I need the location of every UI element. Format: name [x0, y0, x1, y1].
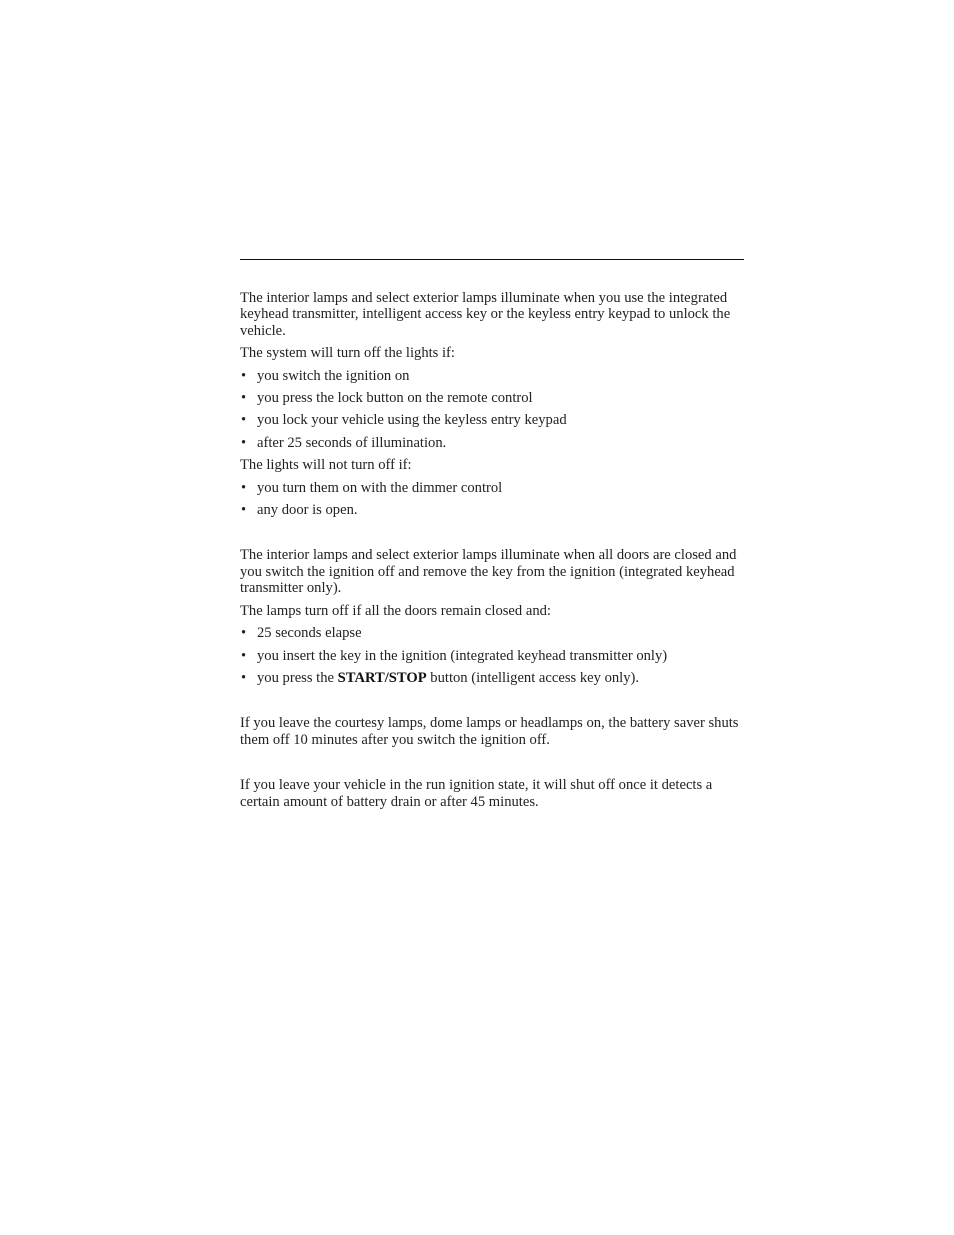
- manual-page-content: [240, 290, 750, 816]
- not-turn-off-list: [240, 480, 750, 519]
- list-item: • you lock your vehicle using the keyless entry keypad: [240, 412, 750, 428]
- start-stop-label: START/STOP: [337, 669, 427, 686]
- list-item: • you insert the key in the ignition (integrated keyhead transmitter only): [240, 648, 750, 664]
- list-item-text: you press the: [257, 669, 338, 686]
- list-item: • 25 seconds elapse: [240, 625, 750, 641]
- header-rule: [240, 259, 744, 260]
- list-item: • you turn them on with the dimmer control: [240, 480, 750, 496]
- list-item: [240, 670, 750, 686]
- section-gap: [240, 692, 750, 715]
- section-gap: [240, 524, 750, 547]
- section-gap: [240, 754, 750, 777]
- lamps-off-list: [240, 625, 750, 686]
- list-item: • after 25 seconds of illumination.: [240, 435, 750, 451]
- not-turn-off-label: The lights will not turn off if:: [240, 457, 412, 474]
- turn-off-conditions-label: The system will turn off the lights if:: [240, 345, 455, 362]
- battery-saver-paragraph: If you leave the courtesy lamps, dome lamps or headlamps on, the battery saver shuts them off 10 minutes after you switch the ignition off.: [240, 715, 739, 748]
- run-state-shutoff-paragraph: If you leave your vehicle in the run ignition state, it will shut off once it detects a certain amount of battery drain or after 45 minutes.: [240, 777, 713, 810]
- list-item: • any door is open.: [240, 502, 750, 518]
- illuminated-exit-paragraph: The interior lamps and select exterior lamps illuminate when all doors are closed and you switch the ignition off and remove the key from the ignition (integrated keyhead transmitter only).: [240, 547, 737, 597]
- turn-off-conditions-list: [240, 368, 750, 452]
- list-item: • you press the lock button on the remote control: [240, 390, 750, 406]
- lamps-off-label: The lamps turn off if all the doors remain closed and:: [240, 602, 551, 619]
- list-item-text: button (intelligent access key only).: [426, 669, 640, 686]
- list-item: • you switch the ignition on: [240, 368, 750, 384]
- illuminated-entry-paragraph: The interior lamps and select exterior lamps illuminate when you use the integrated keyhead transmitter, intelligent access key or the keyless entry keypad to unlock the vehicle.: [240, 290, 731, 339]
